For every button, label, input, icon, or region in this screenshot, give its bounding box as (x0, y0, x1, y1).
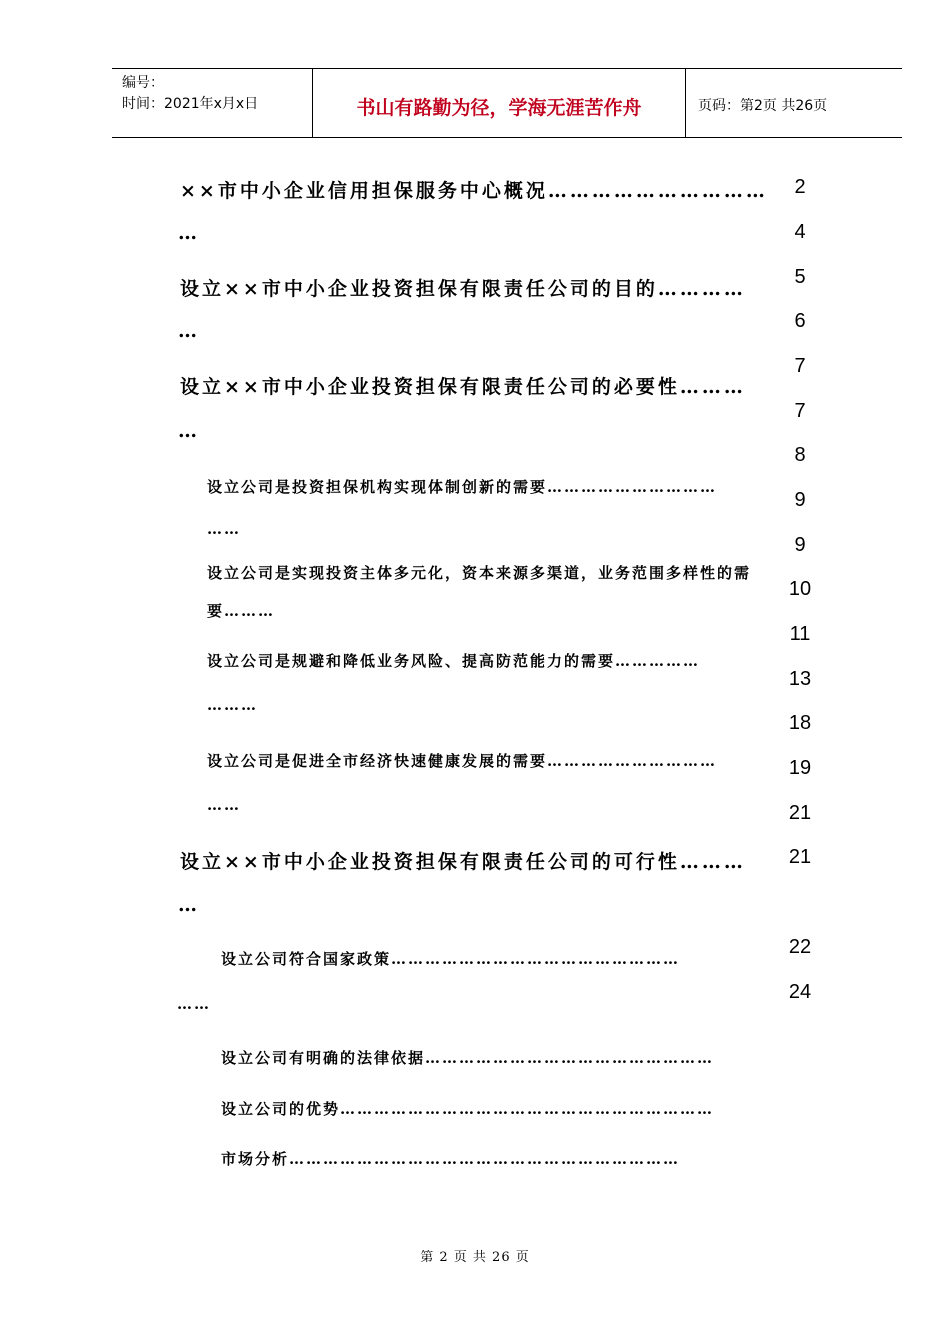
toc-page-number: 9 (794, 489, 806, 511)
header-page-cell (686, 69, 902, 137)
toc-page-number: 5 (794, 266, 806, 288)
header-motto-cell (313, 69, 686, 137)
toc-page-number: 4 (794, 221, 806, 243)
toc-subentry-continuation: …… (207, 520, 241, 538)
toc-entry-continuation: … (178, 320, 200, 342)
page-label: 页码：第2页 共26页 (698, 98, 828, 114)
toc-subentry-continuation: …… (177, 995, 211, 1013)
toc-entry[interactable]: 设立××市中小企业投资担保有限责任公司的可行性……… (180, 851, 746, 873)
toc-subentry[interactable]: 设立公司是促进全市经济快速健康发展的需要………………………… (207, 752, 718, 770)
toc-page-number: 2 (794, 176, 806, 198)
toc-page-number: 24 (788, 981, 812, 1003)
toc-page-number: 10 (788, 578, 812, 600)
toc-page-number: 19 (788, 757, 812, 779)
toc-page-number: 8 (794, 444, 806, 466)
page-footer: 第 2 页 共 26 页 (420, 1250, 530, 1265)
motto: 书山有路勤为径，学海无涯苦作舟 (356, 97, 642, 119)
toc-page-number: 6 (794, 310, 806, 332)
toc-subentry-continuation: …… (207, 796, 241, 814)
toc-entry[interactable]: 设立××市中小企业投资担保有限责任公司的目的………… (180, 278, 746, 300)
toc-page-number: 11 (789, 623, 811, 645)
toc-subentry[interactable]: 设立公司是规避和降低业务风险、提高防范能力的需要…………… (207, 652, 701, 670)
header-meta-cell (112, 69, 313, 137)
toc-page-number: 18 (788, 712, 812, 734)
toc-subentry[interactable]: 市场分析…………………………………………………………… (221, 1150, 681, 1168)
toc-subentry-continuation: ……… (207, 696, 258, 714)
toc-subentry[interactable]: 设立公司是实现投资主体多元化，资本来源多渠道，业务范围多样性的需 (207, 564, 752, 582)
toc-page-number: 7 (794, 400, 806, 422)
toc-entry[interactable]: 设立××市中小企业投资担保有限责任公司的必要性……… (180, 376, 746, 398)
toc-entry-continuation: … (178, 894, 200, 916)
toc-page-number: 21 (788, 846, 812, 868)
toc-entry-continuation: … (178, 222, 200, 244)
toc-page-number: 22 (788, 936, 812, 958)
toc-subentry-continuation: 要……… (207, 602, 276, 620)
toc-page-number: 21 (788, 802, 812, 824)
toc-page-number: 7 (794, 355, 806, 377)
toc-subentry[interactable]: 设立公司有明确的法律依据…………………………………………… (221, 1049, 715, 1067)
toc-entry-continuation: … (178, 420, 200, 442)
time-label: 时间：2021年x月x日 (122, 96, 259, 112)
toc-entry[interactable]: ××市中小企业信用担保服务中心概况………………………… (180, 180, 768, 202)
toc-subentry[interactable]: 设立公司符合国家政策…………………………………………… (221, 950, 681, 968)
toc-page-number: 9 (794, 534, 806, 556)
toc-page-number: 13 (788, 668, 812, 690)
toc-subentry[interactable]: 设立公司的优势………………………………………………………… (221, 1100, 715, 1118)
toc-subentry[interactable]: 设立公司是投资担保机构实现体制创新的需要………………………… (207, 478, 718, 496)
number-label: 编号： (122, 75, 164, 91)
header-table (112, 68, 902, 138)
